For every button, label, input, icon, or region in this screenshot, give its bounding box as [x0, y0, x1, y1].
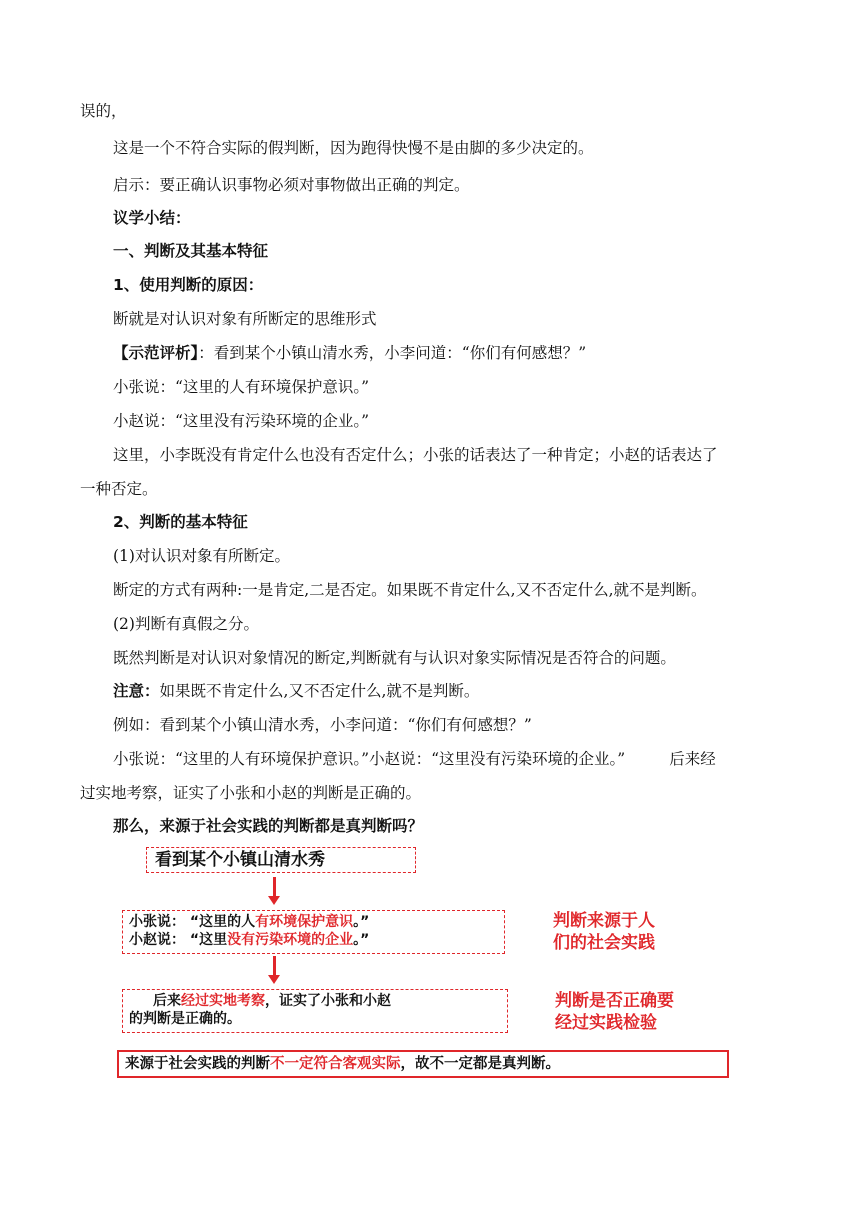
paragraph-example-conclusion: 过实地考察，证实了小张和小赵的判断是正确的。 — [80, 784, 422, 802]
example-quotes-tail: 后来经 — [669, 750, 716, 768]
paragraph-feature-2: (2)判断有真假之分。 — [113, 615, 259, 633]
conclusion-pre: 来源于社会实践的判断 — [125, 1056, 270, 1072]
paragraph-definition: 断就是对认识对象有所断定的思维形式 — [113, 310, 377, 328]
diagram-middle-box — [122, 910, 505, 954]
paragraph-analysis-a: 这里，小李既没有肯定什么也没有否定什么；小张的话表达了一种肯定；小赵的话表达了 — [113, 446, 718, 464]
side-note-2 — [555, 990, 674, 1034]
middle-line-2-pre: 小赵说： “这里 — [129, 932, 228, 948]
lower-line-1-red: 经过实地考察 — [181, 993, 265, 1009]
paragraph-zhang: 小张说：“这里的人有环境保护意识。” — [113, 378, 370, 396]
middle-line-1-red: 有环境保护意识 — [255, 914, 354, 930]
diagram-conclusion-box — [117, 1050, 729, 1078]
example-quotes-text: 小张说：“这里的人有环境保护意识。”小赵说：“这里没有污染环境的企业。” — [113, 750, 626, 768]
middle-line-2-post: 。” — [353, 932, 370, 948]
diagram-lower-box — [122, 989, 508, 1033]
paragraph-example-intro — [113, 343, 586, 363]
side-note-2-line-2: 经过实践检验 — [555, 1013, 657, 1033]
paragraph-example-quotes — [113, 749, 716, 769]
paragraph-3: 启示：要正确认识事物必须对事物做出正确的判定。 — [113, 176, 470, 194]
arrow-down-icon — [273, 877, 276, 897]
middle-line-2-red: 没有污染环境的企业 — [227, 932, 354, 948]
note-label: 注意： — [113, 682, 160, 700]
paragraph-2: 这是一个不符合实际的假判断，因为跑得快慢不是由脚的多少决定的。 — [113, 139, 594, 157]
side-note-1-line-1: 判断来源于人 — [553, 911, 655, 931]
paragraph-feature-1: (1)对认识对象有所断定。 — [113, 547, 290, 565]
paragraph-1: 误的， — [80, 102, 127, 120]
lower-line-1-post: ，证实了小张和小赵 — [265, 993, 391, 1009]
paragraph-note — [113, 681, 479, 701]
example-label: 【示范评析】 — [113, 344, 199, 362]
middle-line-1-post: 。” — [353, 914, 370, 930]
question-heading: 那么，来源于社会实践的判断都是真判断吗？ — [113, 817, 424, 835]
example-text: ：看到某个小镇山清水秀，小李问道：“你们有何感想？” — [198, 344, 587, 362]
side-note-2-line-1: 判断是否正确要 — [555, 991, 674, 1011]
heading-section-1: 一、判断及其基本特征 — [113, 242, 269, 260]
paragraph-example: 例如：看到某个小镇山清水秀，小李问道：“你们有何感想？” — [113, 716, 532, 734]
diagram-middle-line-1 — [129, 913, 504, 931]
heading-summary: 议学小结： — [113, 209, 191, 227]
conclusion-red: 不一定符合客观实际 — [270, 1056, 401, 1072]
conclusion-post: ，故不一定都是真判断。 — [400, 1056, 560, 1072]
note-text: 如果既不肯定什么,又不否定什么,就不是判断。 — [159, 682, 480, 700]
heading-features: 2、判断的基本特征 — [113, 513, 248, 531]
heading-reason: 1、使用判断的原因： — [113, 276, 264, 294]
diagram-lower-line-2: 的判断是正确的。 — [129, 1011, 241, 1027]
paragraph-analysis-b: 一种否定。 — [80, 480, 158, 498]
paragraph-zhao: 小赵说：“这里没有污染环境的企业。” — [113, 412, 370, 430]
side-note-1 — [553, 910, 655, 954]
diagram-top-box: 看到某个小镇山清水秀 — [146, 847, 416, 873]
diagram-middle-line-2 — [129, 931, 504, 949]
side-note-1-line-2: 们的社会实践 — [553, 933, 655, 953]
arrow-down-icon — [273, 956, 276, 976]
paragraph-feature-2-detail: 既然判断是对认识对象情况的断定,判断就有与认识对象实际情况是否符合的问题。 — [113, 649, 676, 667]
middle-line-1-pre: 小张说： “这里的人 — [129, 914, 256, 930]
paragraph-feature-1-detail: 断定的方式有两种:一是肯定,二是否定。如果既不肯定什么,又不否定什么,就不是判断。 — [113, 581, 707, 599]
diagram-lower-line-1 — [129, 992, 507, 1010]
lower-line-1-pre: 后来 — [153, 993, 181, 1009]
